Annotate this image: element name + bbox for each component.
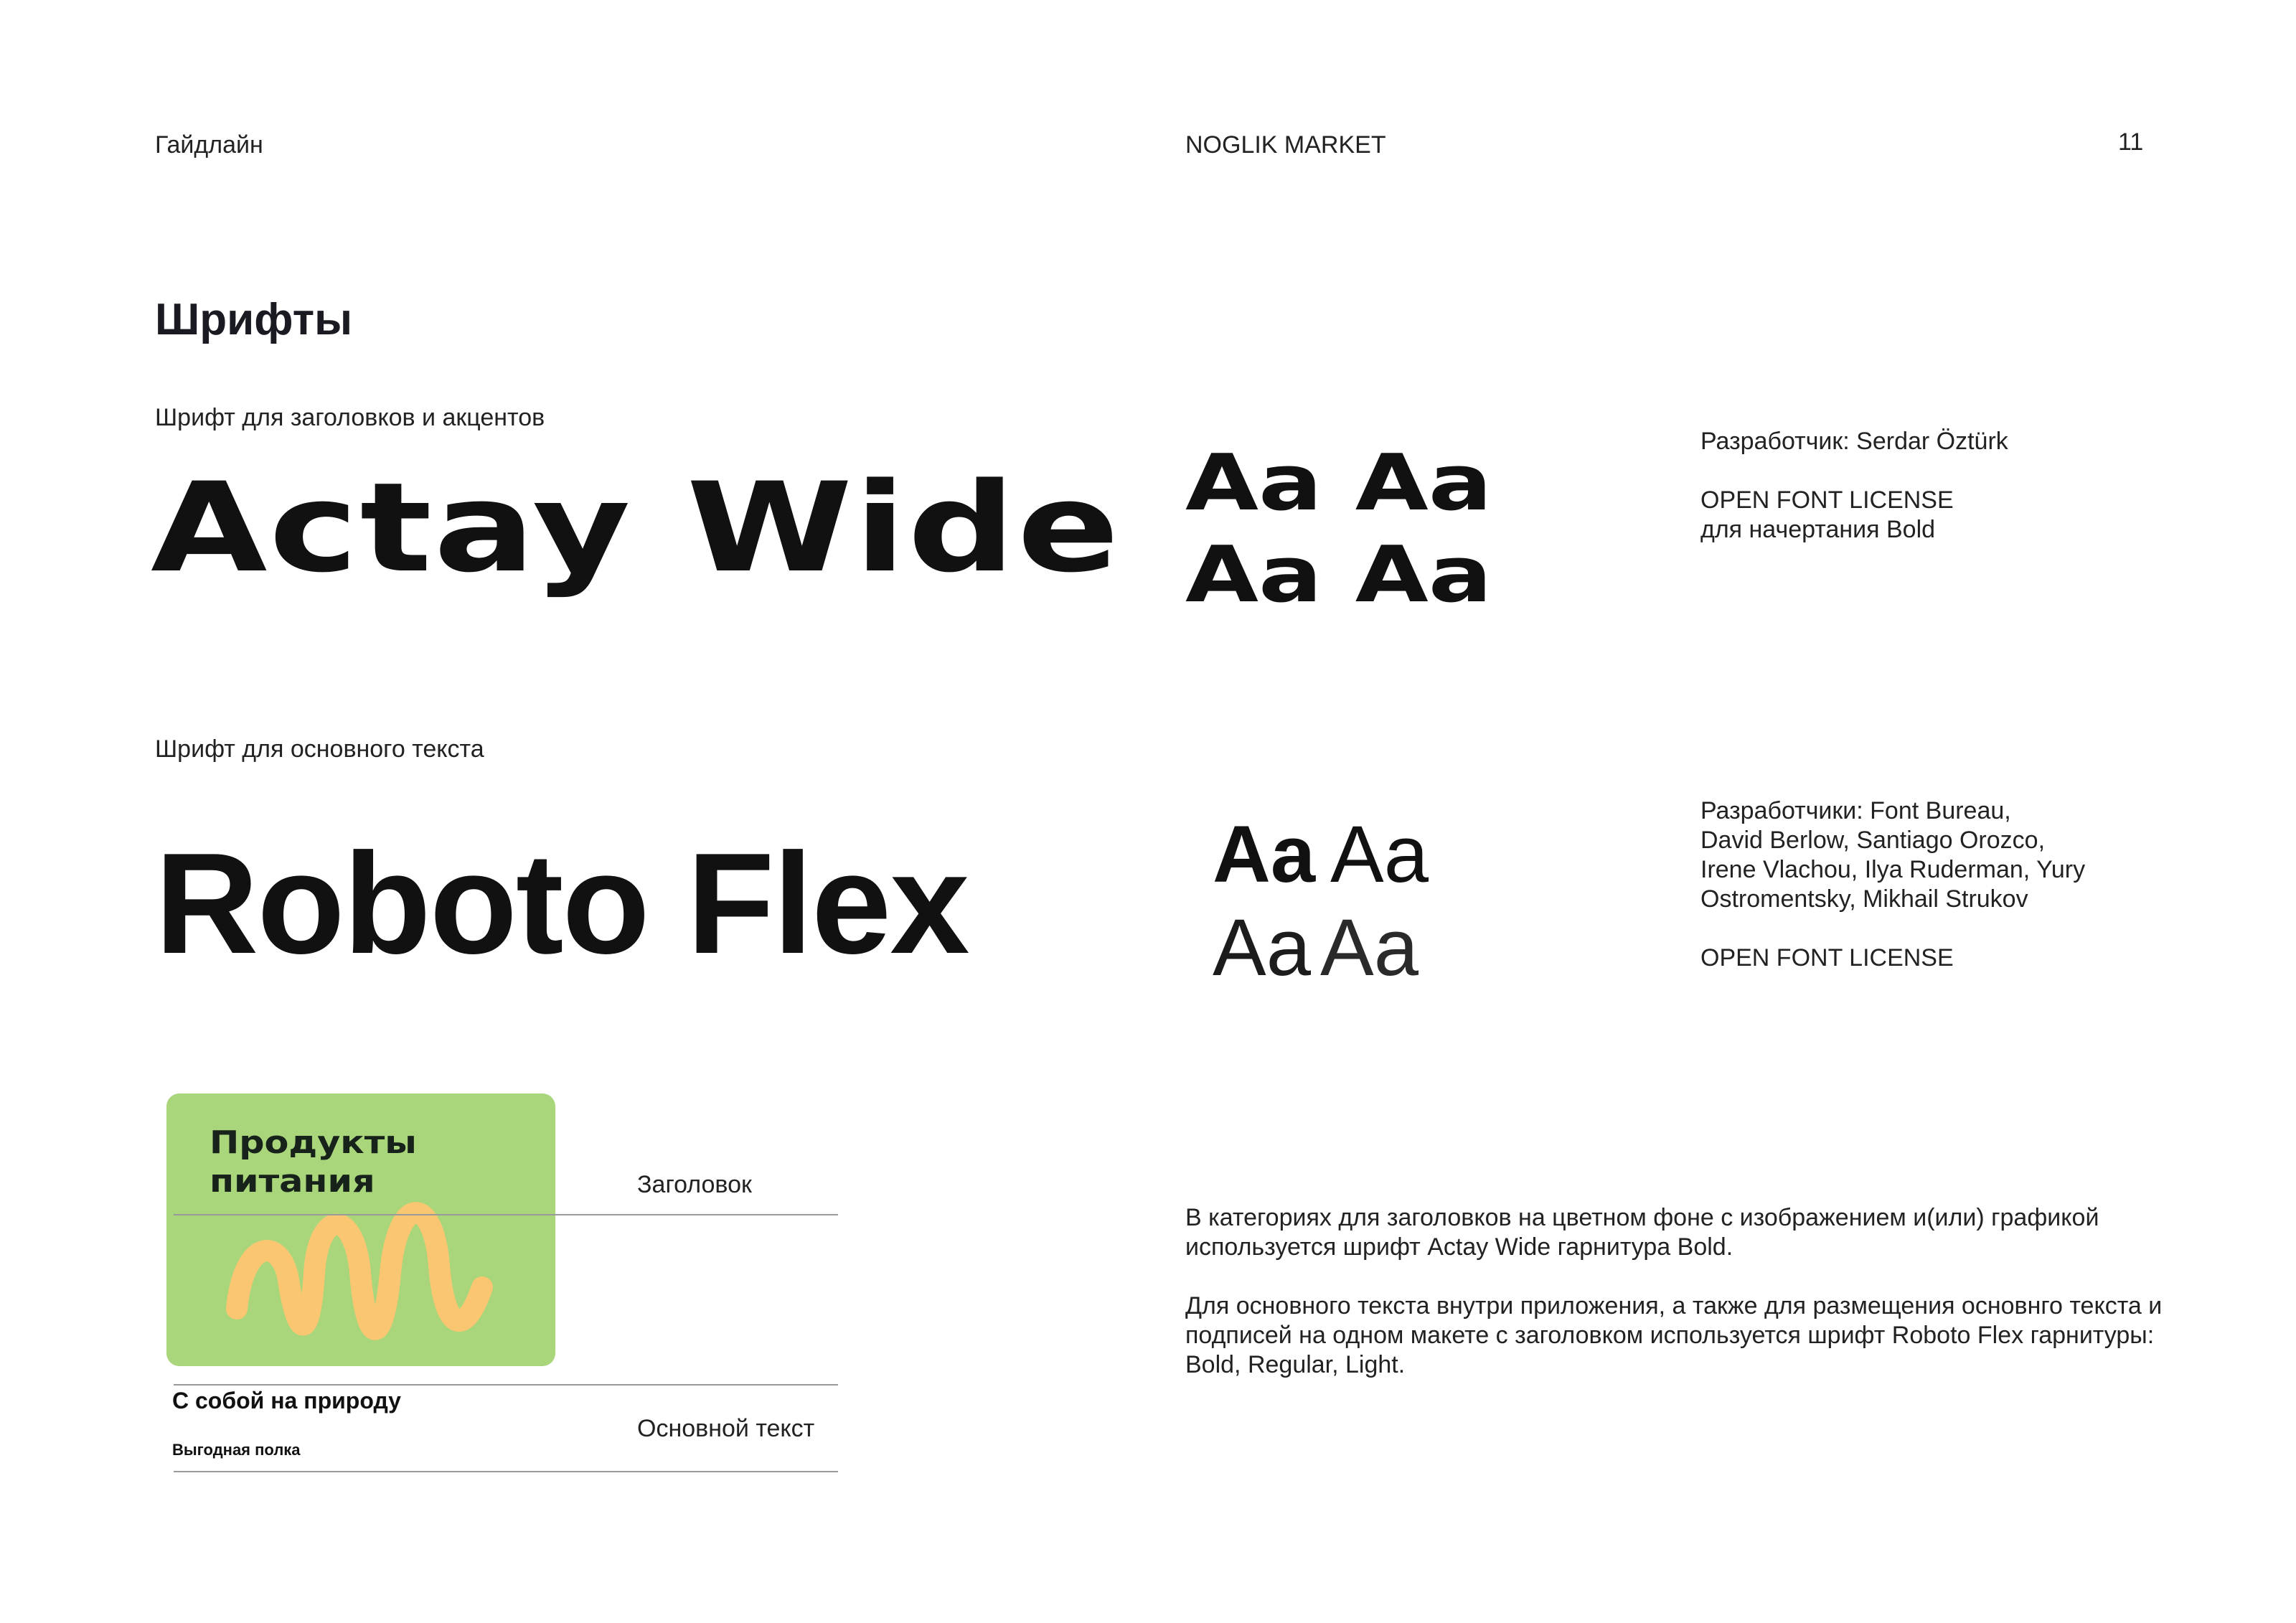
headline-font-specimen: Actay Wide	[151, 456, 1121, 600]
body-font-developers-line-2: David Berlow, Santiago Orozco,	[1700, 827, 2046, 854]
body-font-license: OPEN FONT LICENSE	[1700, 944, 1954, 972]
page-number: 11	[2118, 128, 2144, 156]
headline-font-info-spacer	[1700, 456, 2008, 486]
body-font-info-spacer	[1700, 914, 2085, 944]
usage-description-body: Для основного текста внутри приложения, а также для размещения основнго текста и подписей на одном макете с заголовком используется шрифт Roboto Flex гарнитуры: Bold, Regular, Light.	[1185, 1292, 2163, 1378]
headline-font-caption: Шрифт для заголовков и акцентов	[155, 404, 545, 431]
body-example-subtitle: Выгодная полка	[172, 1441, 301, 1459]
body-top-divider	[174, 1384, 838, 1386]
usage-description-headline: В категориях для заголовков на цветном фоне с изображением и(или) графикой используется шрифт Actay Wide гарнитура Bold.	[1185, 1204, 2099, 1261]
heading-label: Заголовок	[637, 1171, 752, 1198]
body-font-sample-bold: Aa	[1213, 809, 1316, 899]
body-font-sample-light: Aa	[1213, 903, 1311, 992]
body-font-developers-line-3: Irene Vlachou, Ilya Ruderman, Yury	[1700, 856, 2086, 883]
headline-font-sample-bold-1: Aa Aa	[1185, 438, 1492, 528]
body-font-info	[1700, 796, 2085, 973]
headline-font-license-note: для начертания Bold	[1700, 516, 1936, 543]
body-font-sample-thin: Aa	[1320, 903, 1418, 992]
body-example-title: С собой на природу	[172, 1388, 401, 1413]
body-font-specimen: Roboto Flex	[155, 824, 969, 984]
body-font-developers-line-4: Ostromentsky, Mikhail Strukov	[1700, 885, 2028, 913]
section-title: Шрифты	[155, 295, 353, 344]
usage-description	[1185, 1203, 2190, 1409]
body-label: Основной текст	[637, 1415, 815, 1442]
body-font-caption: Шрифт для основного текста	[155, 735, 484, 763]
heading-divider	[174, 1214, 838, 1215]
body-bottom-divider	[174, 1471, 838, 1472]
headline-font-license: OPEN FONT LICENSE	[1700, 486, 1954, 514]
header-brand: NOGLIK MARKET	[1185, 131, 1386, 159]
headline-font-info	[1700, 427, 2008, 545]
body-font-sample-regular: Aa	[1330, 809, 1429, 899]
headline-font-developer: Разработчик: Serdar Öztürk	[1700, 428, 2008, 455]
headline-font-sample-bold-2: Aa Aa	[1185, 530, 1492, 620]
header-left-label: Гайдлайн	[155, 131, 263, 159]
card-title: Продукты питания	[210, 1124, 417, 1200]
body-font-developers-line-1: Разработчики: Font Bureau,	[1700, 797, 2011, 824]
